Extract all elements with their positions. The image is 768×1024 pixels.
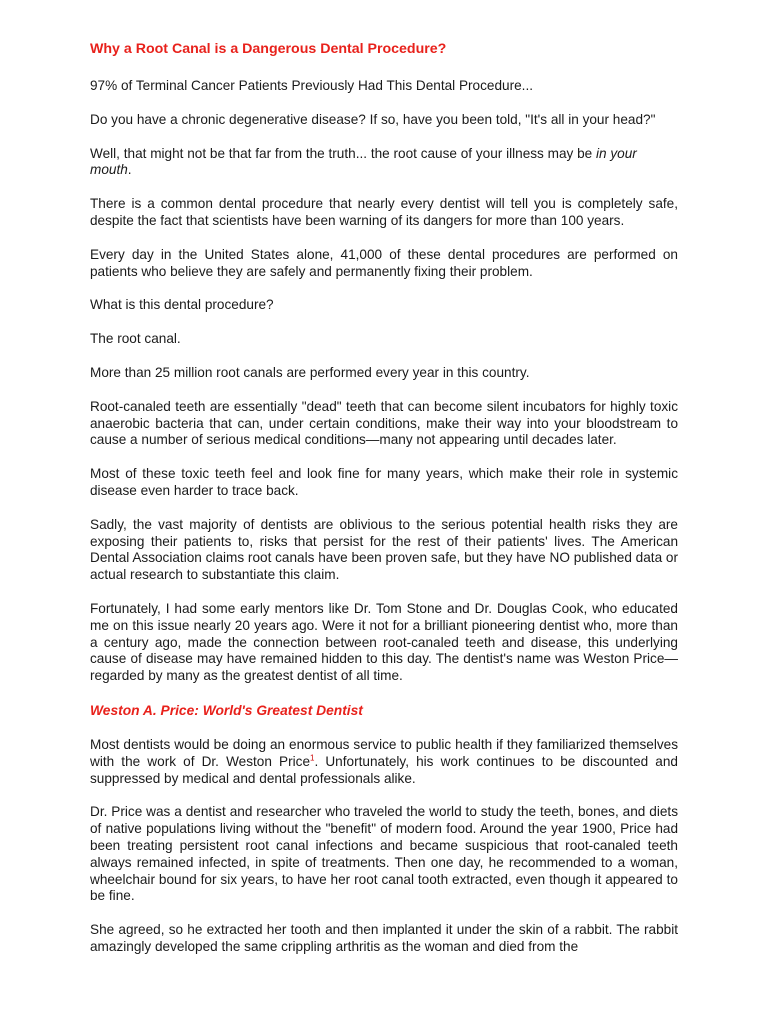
paragraph-3-start: Well, that might not be that far from the truth... the root cause of your illness may be bbox=[90, 145, 596, 161]
paragraph-14: Dr. Price was a dentist and researcher who traveled the world to study the teeth, bones, and diets of native populations living without the "benefit" of modern food. Around the year 1900, Price had been treating persistent root canal infections and became suspicious that root-canaled teeth always remained infected, in spite of treatments. Then one day, he recommended to a woman, wheelchair bound for six years, to have her root canal tooth extracted, even though it appeared to be fine. bbox=[90, 804, 678, 904]
paragraph-3-end: . bbox=[127, 162, 132, 178]
paragraph-3-emphasis: in your mouth bbox=[90, 145, 637, 178]
paragraph-12: Fortunately, I had some early mentors like Dr. Tom Stone and Dr. Douglas Cook, who educated me on this issue nearly 20 years ago. Were it not for a brilliant pioneering dentist who, more than a century ago, made the connection between root-canaled teeth and disease, this underlying cause of disease may have remained hidden to this day. The dentist's name was Weston Price—regarded by many as the greatest dentist of all time. bbox=[90, 600, 678, 684]
paragraph-13-start: Most dentists would be doing an enormous service to public health if they familiarized themselves with the work of Dr. Weston Price bbox=[90, 736, 678, 769]
paragraph-10: Most of these toxic teeth feel and look fine for many years, which make their role in systemic disease even harder to trace back. bbox=[90, 466, 678, 498]
paragraph-1: 97% of Terminal Cancer Patients Previously Had This Dental Procedure... bbox=[90, 78, 534, 93]
paragraph-8: More than 25 million root canals are performed every year in this country. bbox=[90, 364, 530, 380]
paragraph-11: Sadly, the vast majority of dentists are oblivious to the serious potential health risks they are exposing their patients to, risks that persist for the rest of their patients' lives. The American Dental Association claims root canals have been proven safe, but they have NO published data or actual research to substantiate this claim. bbox=[90, 516, 678, 583]
paragraph-7: The root canal. bbox=[90, 331, 181, 347]
paragraph-2: Do you have a chronic degenerative disease? If so, have you been told, "It's all in your head?" bbox=[90, 111, 656, 127]
paragraph-13 bbox=[90, 737, 678, 787]
paragraph-15: She agreed, so he extracted her tooth and then implanted it under the skin of a rabbit. The rabbit amazingly developed the same crippling arthritis as the woman and died from the bbox=[90, 922, 678, 954]
document-page bbox=[90, 40, 678, 973]
paragraph-13-end: . Unfortunately, his work continues to be discounted and suppressed by medical and dental professionals alike. bbox=[90, 753, 678, 786]
paragraph-5: Every day in the United States alone, 41,000 of these dental procedures are performed on patients who believe they are safely and permanently fixing their problem. bbox=[90, 246, 678, 279]
paragraph-6: What is this dental procedure? bbox=[90, 297, 274, 313]
section-subheading: Weston A. Price: World's Greatest Dentist bbox=[90, 702, 363, 718]
paragraph-3 bbox=[90, 146, 678, 180]
footnote-link[interactable]: 1 bbox=[310, 753, 315, 763]
paragraph-9: Root-canaled teeth are essentially "dead" teeth that can become silent incubators for highly toxic anaerobic bacteria that can, under certain conditions, make their way into your bloodstream to cause a number of serious medical conditions—many not appearing until decades later. bbox=[90, 398, 678, 448]
article-title: Why a Root Canal is a Dangerous Dental Procedure? bbox=[90, 41, 447, 57]
paragraph-4: There is a common dental procedure that nearly every dentist will tell you is completely safe, despite the fact that scientists have been warning of its dangers for more than 100 years. bbox=[90, 196, 678, 228]
